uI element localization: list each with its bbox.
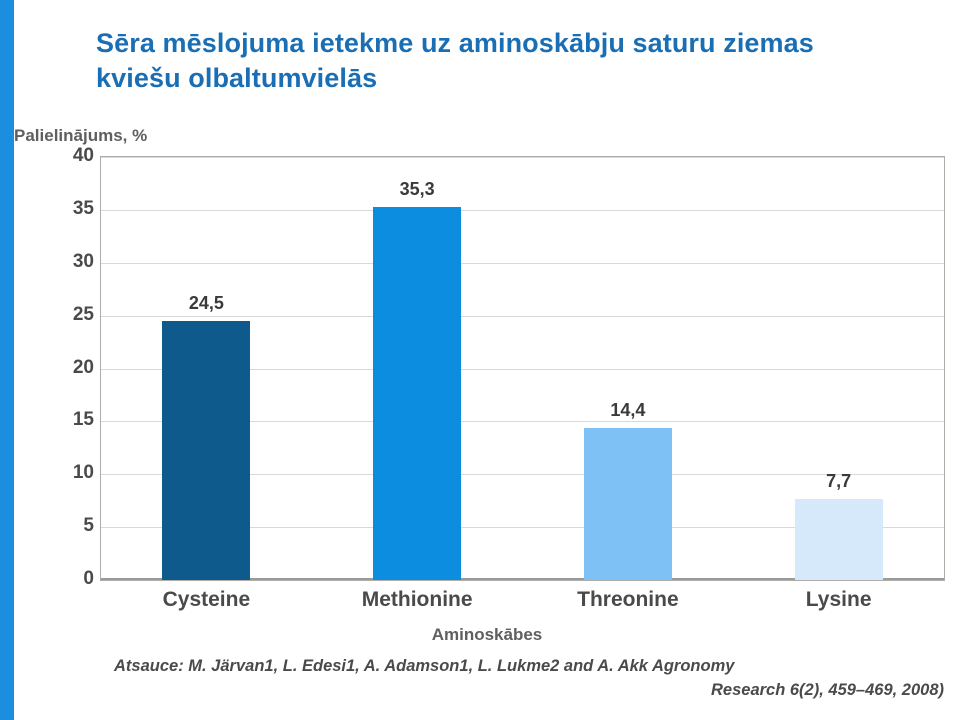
bar-series — [101, 157, 944, 580]
x-axis-tick-label: Lysine — [805, 588, 872, 611]
y-axis-tick-label: 35 — [72, 197, 94, 219]
x-axis-tick-label: Cysteine — [162, 588, 251, 611]
x-axis-tick-label: Methionine — [361, 588, 473, 611]
bar[interactable] — [373, 207, 461, 580]
bar-slot — [523, 157, 734, 580]
y-axis-tick-label: 15 — [72, 409, 94, 431]
y-axis-tick-labels — [34, 145, 94, 589]
bar-value-label: 7,7 — [826, 470, 852, 491]
bar-slot — [101, 157, 312, 580]
x-axis-title: Aminoskābes — [431, 625, 543, 644]
slide-canvas — [14, 0, 960, 720]
x-axis-tick-labels — [101, 588, 944, 618]
y-axis-tick-label: 30 — [72, 250, 94, 272]
bar-slot — [733, 157, 944, 580]
y-axis-tick-label: 0 — [83, 568, 94, 589]
bar-value-label: 35,3 — [399, 178, 435, 199]
slide-accent-bar — [0, 0, 14, 720]
y-axis-tick-label: 25 — [72, 303, 94, 325]
bar[interactable] — [584, 428, 672, 580]
bar-value-label: 14,4 — [610, 399, 646, 420]
source-citation — [114, 655, 944, 703]
y-axis-tick-label: 20 — [72, 356, 94, 378]
y-axis-tick-label: 40 — [72, 145, 94, 166]
page-title: Sēra mēslojuma ietekme uz aminoskābju saturu ziemas kviešu olbaltumvielās — [96, 28, 814, 94]
bar-slot — [312, 157, 523, 580]
bar-value-label: 24,5 — [188, 292, 224, 313]
bar[interactable] — [795, 499, 883, 580]
bar[interactable] — [162, 321, 250, 580]
source-line-1: Atsauce: M. Järvan1, L. Edesi1, A. Adamson1, L. Lukme2 and A. Akk Agronomy — [114, 657, 735, 675]
source-line-2: Research 6(2), 459–469, 2008) — [711, 680, 944, 699]
y-axis-title: Palielinājums, % — [14, 126, 148, 145]
y-axis-tick-label: 10 — [72, 462, 94, 484]
y-axis-tick-label: 5 — [83, 515, 94, 537]
x-axis-tick-label: Threonine — [577, 588, 679, 611]
